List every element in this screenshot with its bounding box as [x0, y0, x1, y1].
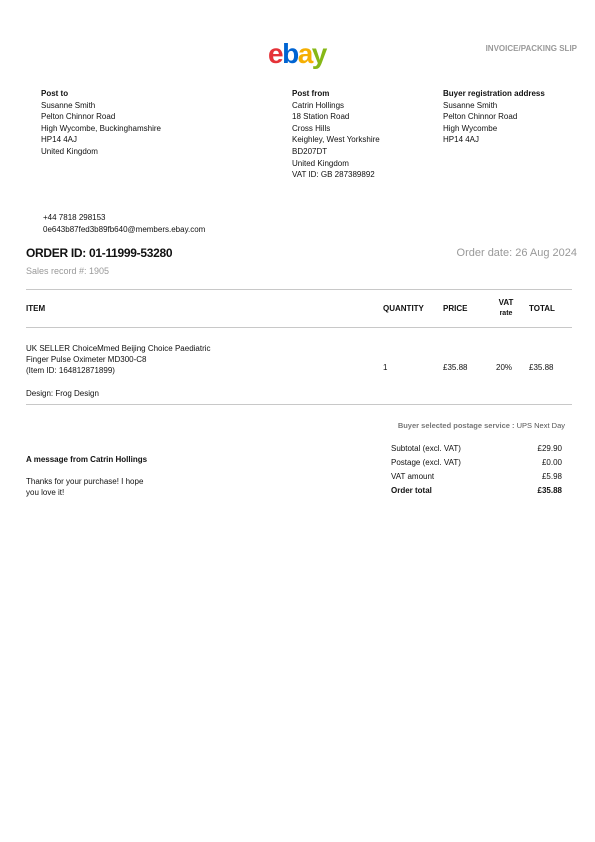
order-id: ORDER ID: 01-11999-53280: [26, 246, 173, 260]
column-header-total: TOTAL: [529, 304, 555, 313]
post-from-line: Cross Hills: [292, 123, 331, 133]
vat-amount-label: VAT amount: [391, 472, 435, 481]
item-vat-rate: 20%: [496, 363, 513, 372]
post-to-line: HP14 4AJ: [41, 135, 78, 145]
table-bottom-divider: [26, 404, 572, 405]
buyer-phone: +44 7818 298153: [43, 213, 106, 222]
buyer-email: 0e643b87fed3b89fb640@members.ebay.com: [43, 225, 206, 234]
post-to-line: Susanne Smith: [41, 100, 96, 110]
column-header-item: ITEM: [26, 304, 46, 313]
item-variation: Design: Frog Design: [26, 389, 99, 398]
ebay-logo: [268, 40, 326, 68]
item-title-line1: UK SELLER ChoiceMmed Beijing Choice Paediatric: [26, 344, 211, 353]
postage-service-label: Buyer selected postage service :: [397, 421, 515, 430]
post-to-line: Pelton Chinnor Road: [41, 112, 116, 122]
logo-letter-e: e: [268, 38, 283, 69]
postage-service-value: UPS Next Day: [516, 421, 565, 430]
seller-message-line2: you love it!: [26, 488, 65, 497]
table-header-divider: [26, 327, 572, 328]
vat-amount-value: £5.98: [541, 472, 562, 481]
item-title-line2: Finger Pulse Oximeter MD300-C8: [26, 355, 147, 364]
column-header-vat-line2: rate: [499, 310, 513, 317]
column-header-quantity: QUANTITY: [383, 304, 424, 313]
post-from-line: United Kingdom: [292, 158, 349, 168]
document-type: INVOICE/PACKING SLIP: [485, 44, 577, 53]
postage-label: Postage (excl. VAT): [391, 458, 461, 467]
item-price: £35.88: [443, 363, 468, 372]
post-from-line: BD207DT: [292, 146, 328, 156]
column-header-vat-rate: [494, 297, 518, 319]
item-id: (Item ID: 164812871899): [26, 366, 115, 375]
item-description: [26, 343, 211, 376]
post-from-block: [292, 88, 380, 181]
buyer-registration-block: [443, 88, 545, 146]
seller-message-heading: A message from Catrin Hollings: [26, 455, 148, 464]
table-top-divider: [26, 289, 572, 290]
order-total-value: £35.88: [537, 486, 562, 495]
buyer-registration-line: Pelton Chinnor Road: [443, 112, 518, 122]
buyer-registration-line: High Wycombe: [443, 123, 498, 133]
sales-record: Sales record #: 1905: [26, 266, 110, 276]
logo-letter-b: b: [282, 38, 298, 69]
buyer-registration-line: HP14 4AJ: [443, 135, 480, 145]
column-header-vat-line1: VAT: [498, 298, 514, 307]
logo-letter-y: y: [311, 38, 326, 69]
column-header-price: PRICE: [443, 304, 468, 313]
post-from-line: Keighley, West Yorkshire: [292, 135, 380, 145]
buyer-contact: [43, 212, 205, 236]
item-quantity: 1: [383, 363, 388, 372]
postage-service: [398, 421, 565, 430]
post-from-line: VAT ID: GB 287389892: [292, 170, 375, 180]
post-from-heading: Post from: [292, 89, 330, 98]
logo-letter-a: a: [297, 38, 312, 69]
post-to-block: [41, 88, 161, 158]
seller-message: [26, 476, 143, 498]
order-total-label: Order total: [391, 486, 432, 495]
post-from-line: Catrin Hollings: [292, 100, 345, 110]
post-to-line: High Wycombe, Buckinghamshire: [41, 123, 161, 133]
buyer-registration-line: Susanne Smith: [443, 100, 498, 110]
subtotal-value: £29.90: [537, 444, 562, 453]
buyer-registration-heading: Buyer registration address: [443, 89, 545, 98]
subtotal-label: Subtotal (excl. VAT): [391, 444, 461, 453]
order-date: Order date: 26 Aug 2024: [456, 247, 577, 259]
post-to-line: United Kingdom: [41, 146, 98, 156]
post-to-heading: Post to: [41, 89, 69, 98]
postage-value: £0.00: [541, 458, 562, 467]
post-from-line: 18 Station Road: [292, 112, 350, 122]
seller-message-line1: Thanks for your purchase! I hope: [26, 477, 144, 486]
item-total: £35.88: [529, 363, 554, 372]
